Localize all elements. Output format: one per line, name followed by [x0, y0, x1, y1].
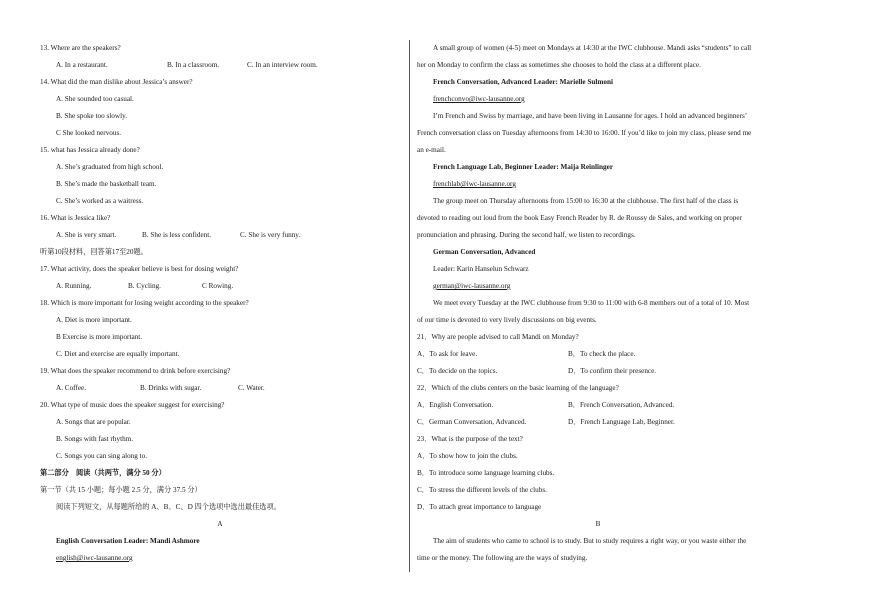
- option-a: A．English Conversation.: [417, 401, 494, 409]
- question-17-options: [40, 278, 400, 295]
- option-c: C．To decide on the topics.: [417, 367, 498, 375]
- paragraph-german-line: of our time is devoted to very lively discussions on big events.: [417, 316, 597, 324]
- club-english-title: English Conversation Leader: Mandi Ashmore: [56, 537, 200, 545]
- option-b: B. She is less confident.: [142, 231, 212, 239]
- option-c: C Rowing.: [202, 282, 234, 290]
- paragraph-french-conversation-line: French conversation class on Tuesday afternoons from 14:30 to 16:00. If you’d like to join my class, please send me: [417, 129, 752, 137]
- club-english-email[interactable]: english@iwc-lausanne.org: [56, 554, 133, 562]
- part-two-heading: 第二部分 阅读（共两节，满分 50 分）: [40, 469, 166, 477]
- option-a: A. Diet is more important.: [56, 316, 132, 324]
- option-c: C. Water.: [238, 384, 265, 392]
- option-b: B．To check the place.: [568, 350, 636, 358]
- option-a: A. She is very smart.: [56, 231, 117, 239]
- question-13-options: [40, 57, 400, 74]
- question-23: 23．What is the purpose of the text?: [417, 435, 523, 443]
- club-german-email[interactable]: german@iwc-lausanne.org: [433, 282, 511, 290]
- option-a: A. She sounded too casual.: [56, 95, 134, 103]
- paragraph-english-line: her on Monday to confirm the class as sometimes she chooses to hold the class at a different place.: [417, 61, 701, 69]
- option-a: A. In a restaurant.: [56, 61, 108, 69]
- option-a: A. Coffee.: [56, 384, 87, 392]
- option-c: C. In an interview room.: [247, 61, 318, 69]
- reading-instruction: 阅读下列短文，从每题所给的 A、B、C、D 四个选项中选出最佳选项。: [56, 503, 281, 511]
- option-b: B. Songs with fast rhythm.: [56, 435, 134, 443]
- passage-b-line: time or the money. The following are the ways of studying.: [417, 554, 588, 562]
- section-one-heading: 第一节（共 15 小题；每小题 2.5 分，满分 37.5 分）: [40, 486, 202, 494]
- option-c: C She looked nervous.: [56, 129, 122, 137]
- option-b: B．French Conversation, Advanced.: [568, 401, 675, 409]
- paragraph-french-lab-line: devoted to reading out loud from the book Easy French Reader by R. de Roussy de Sales, and working on proper: [417, 214, 742, 222]
- paragraph-english-line: A small group of women (4-5) meet on Mondays at 14:30 at the IWC clubhouse. Mandi asks “students” to call: [433, 44, 752, 52]
- paragraph-french-conversation-line: an e-mail.: [417, 146, 446, 154]
- option-c: C．German Conversation, Advanced.: [417, 418, 527, 426]
- club-french-conversation-title: French Conversation, Advanced Leader: Marielle Sulmoni: [433, 78, 613, 86]
- option-a: A. Songs that are popular.: [56, 418, 131, 426]
- passage-b-line: The aim of students who came to school is to study. But to study requires a right way, or you waste either the: [433, 537, 747, 545]
- option-c: C. She’s worked as a waitress.: [56, 197, 144, 205]
- club-french-conversation-email[interactable]: frenchconvo@iwc-lausanne.org: [433, 95, 525, 103]
- question-22-options: [417, 397, 779, 414]
- listening-instruction: 听第10段材料，回答第17至20题。: [40, 248, 148, 256]
- question-22-options: [417, 414, 779, 431]
- question-21-options: [417, 346, 779, 363]
- right-column: [417, 40, 779, 567]
- passage-b-label: B: [595, 520, 601, 528]
- question-22: 22．Which of the clubs centers on the basic learning of the language?: [417, 384, 619, 392]
- question-16: 16. What is Jessica like?: [40, 214, 111, 222]
- option-c: C. She is very funny.: [240, 231, 301, 239]
- option-c: C．To stress the different levels of the clubs.: [417, 486, 547, 494]
- question-20: 20. What type of music does the speaker suggest for exercising?: [40, 401, 225, 409]
- option-b: B. Drinks with sugar.: [140, 384, 202, 392]
- option-a: A．To ask for leave.: [417, 350, 478, 358]
- paragraph-french-lab-line: The group meet on Thursday afternoons from 15:00 to 16:30 at the clubhouse. The first half of the class is: [433, 197, 739, 205]
- question-13: 13. Where are the speakers?: [40, 44, 121, 52]
- question-19-options: [40, 380, 400, 397]
- paragraph-french-conversation-line: I’m French and Swiss by marriage, and have been living in Lausanne for ages. I hold an advanced beginners’: [433, 112, 748, 120]
- option-b: B. In a classroom.: [167, 61, 220, 69]
- question-19: 19. What does the speaker recommend to drink before exercising?: [40, 367, 231, 375]
- option-b: B. She’s made the basketball team.: [56, 180, 157, 188]
- option-d: D．French Language Lab, Beginner.: [568, 418, 675, 426]
- passage-a-label: A: [217, 520, 223, 528]
- column-divider: [409, 40, 410, 572]
- club-german-leader: Leader: Karin Hanselun Schwarz: [433, 265, 529, 273]
- option-b: B Exercise is more important.: [56, 333, 143, 341]
- option-d: D．To attach great importance to language: [417, 503, 542, 511]
- option-a: A．To show how to join the clubs.: [417, 452, 518, 460]
- option-b: B. Cycling.: [128, 282, 161, 290]
- club-french-lab-title: French Language Lab, Beginner Leader: Maija Reinlinger: [433, 163, 614, 171]
- question-18: 18. Which is more important for losing weight according to the speaker?: [40, 299, 249, 307]
- option-d: D．To confirm their presence.: [568, 367, 657, 375]
- question-16-options: [40, 227, 400, 244]
- question-17: 17. What activity, does the speaker believe is best for dosing weight?: [40, 265, 239, 273]
- paragraph-german-line: We meet every Tuesday at the IWC clubhouse from 9:30 to 11:00 with 6-8 members out of a total of 10. Most: [433, 299, 750, 307]
- option-c: C. Songs you can sing along to.: [56, 452, 148, 460]
- paragraph-french-lab-line: pronunciation and phrasing. During the second half, we listen to recordings.: [417, 231, 636, 239]
- question-15: 15. what has Jessica already done?: [40, 146, 140, 154]
- question-14: 14. What did the man dislike about Jessica’s answer?: [40, 78, 193, 86]
- left-column: [40, 40, 400, 567]
- option-a: A. She’s graduated from high school.: [56, 163, 164, 171]
- option-b: B. She spoke too slowly.: [56, 112, 128, 120]
- club-french-lab-email[interactable]: frenchlab@iwc-lausanne.org: [433, 180, 516, 188]
- question-21-options: [417, 363, 779, 380]
- option-a: A. Running.: [56, 282, 92, 290]
- question-21: 21．Why are people advised to call Mandi on Monday?: [417, 333, 579, 341]
- club-german-title: German Conversation, Advanced: [433, 248, 536, 256]
- option-c: C. Diet and exercise are equally important.: [56, 350, 180, 358]
- option-b: B．To introduce some language learning clubs.: [417, 469, 555, 477]
